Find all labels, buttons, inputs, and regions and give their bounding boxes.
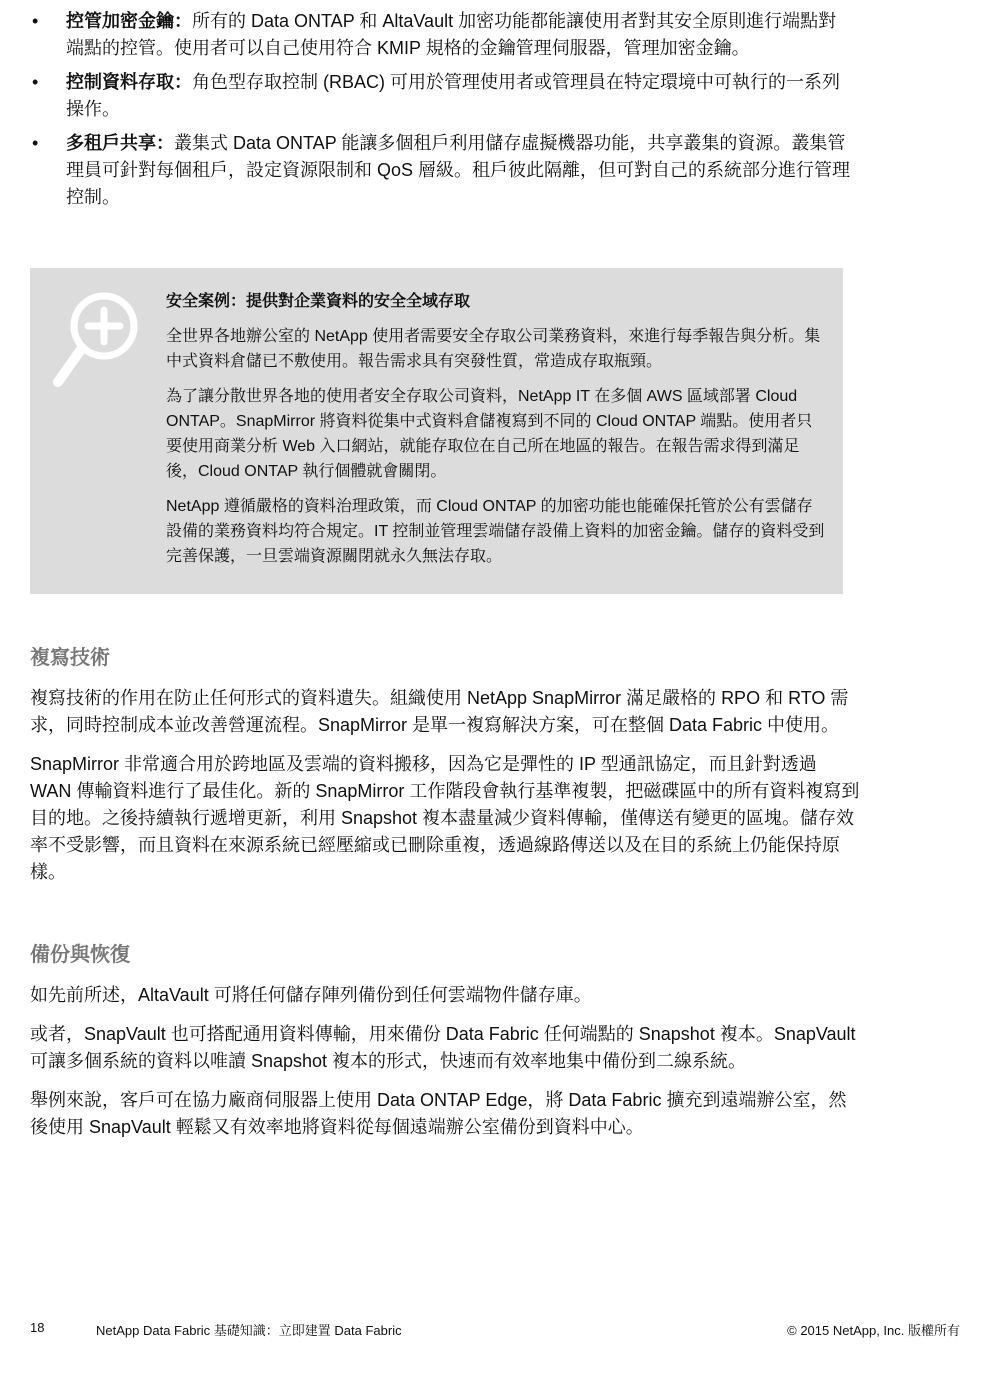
footer-doc-title: NetApp Data Fabric 基礎知識：立即建置 Data Fabric [96, 1323, 402, 1338]
bullet-item [30, 69, 850, 123]
bullet-text: 所有的 Data ONTAP 和 AltaVault 加密功能都能讓使用者對其安全原則進行端點對端點的控管。使用者可以自己使用符合 KMIP 規格的金鑰管理伺服器，管理加密金鑰。 [66, 11, 837, 58]
page-footer [30, 1320, 960, 1340]
magnifier-plus-icon [52, 286, 142, 396]
security-case-box [30, 268, 843, 594]
bullet-item [30, 8, 850, 62]
bullet-term: 控管加密金鑰： [66, 11, 192, 31]
section-heading: 複寫技術 [30, 647, 110, 669]
replication-section [30, 645, 860, 898]
feature-bullet-list [30, 8, 850, 218]
section-paragraph: 或者，SnapVault 也可搭配通用資料傳輸，用來備份 Data Fabric 任何端點的 Snapshot 複本。SnapVault 可讓多個系統的資料以唯讀 Snapshot 複本的形式，快速而有效率地集中備份到二線系統。 [30, 1024, 856, 1071]
bullet-text: 角色型存取控制 (RBAC) 可用於管理使用者或管理員在特定環境中可執行的一系列操作。 [66, 72, 840, 119]
section-paragraph: 舉例來說，客戶可在協力廠商伺服器上使用 Data ONTAP Edge，將 Data Fabric 擴充到遠端辦公室，然後使用 SnapVault 輕鬆又有效率地將資料從每個遠端辦公室備份到資料中心。 [30, 1090, 847, 1137]
case-body [166, 290, 826, 579]
case-paragraph: 為了讓分散世界各地的使用者安全存取公司資料，NetApp IT 在多個 AWS 區域部署 Cloud ONTAP。SnapMirror 將資料從集中式資料倉儲複寫到不同的 Cloud ONTAP 端點。使用者只要使用商業分析 Web 入口網站，就能存取位在自己所在地區的報告。在報告需求得到滿足後，Cloud ONTAP 執行個體就會關閉。 [166, 388, 813, 480]
section-paragraph: SnapMirror 非常適合用於跨地區及雲端的資料搬移，因為它是彈性的 IP 型通訊協定，而且針對透過 WAN 傳輸資料進行了最佳化。新的 SnapMirror 工作階段會執行基準複製，把磁碟區中的所有資料複寫到目的地。之後持續執行遞增更新，利用 Snapshot 複本盡量減少資料傳輸，僅傳送有變更的區塊。儲存效率不受影響，而且資料在來源系統已經壓縮或已刪除重複，透過線路傳送以及在目的系統上仍能保持原樣。 [30, 754, 860, 882]
bullet-icon: • [32, 11, 39, 31]
case-paragraph: 全世界各地辦公室的 NetApp 使用者需要安全存取公司業務資料，來進行每季報告與分析。集中式資料倉儲已不敷使用。報告需求具有突發性質，常造成存取瓶頸。 [166, 328, 821, 370]
section-paragraph: 複寫技術的作用在防止任何形式的資料遺失。組織使用 NetApp SnapMirror 滿足嚴格的 RPO 和 RTO 需求，同時控制成本並改善營運流程。SnapMirror 是單一複寫解決方案，可在整個 Data Fabric 中使用。 [30, 688, 849, 735]
footer-copyright: © 2015 NetApp, Inc. 版權所有 [787, 1323, 960, 1338]
section-paragraph: 如先前所述，AltaVault 可將任何儲存陣列備份到任何雲端物件儲存庫。 [30, 985, 592, 1005]
page-number: 18 [30, 1320, 45, 1335]
bullet-term: 多租戶共享： [66, 133, 174, 153]
section-heading: 備份與恢復 [30, 944, 130, 966]
backup-section [30, 942, 860, 1153]
case-paragraph: NetApp 遵循嚴格的資料治理政策，而 Cloud ONTAP 的加密功能也能確保托管於公有雲儲存設備的業務資料均符合規定。IT 控制並管理雲端儲存設備上資料的加密金鑰。儲存的資料受到完善保護，一旦雲端資源關閉就永久無法存取。 [166, 498, 825, 565]
case-title: 安全案例：提供對企業資料的安全全域存取 [166, 293, 471, 310]
bullet-icon: • [32, 72, 39, 92]
bullet-icon: • [32, 133, 39, 153]
bullet-item [30, 130, 850, 211]
bullet-text: 叢集式 Data ONTAP 能讓多個租戶利用儲存虛擬機器功能，共享叢集的資源。叢集管理員可針對每個租戶，設定資源限制和 QoS 層級。租戶彼此隔離，但可對自己的系統部分進行管理控制。 [66, 133, 851, 207]
bullet-term: 控制資料存取： [66, 72, 192, 92]
